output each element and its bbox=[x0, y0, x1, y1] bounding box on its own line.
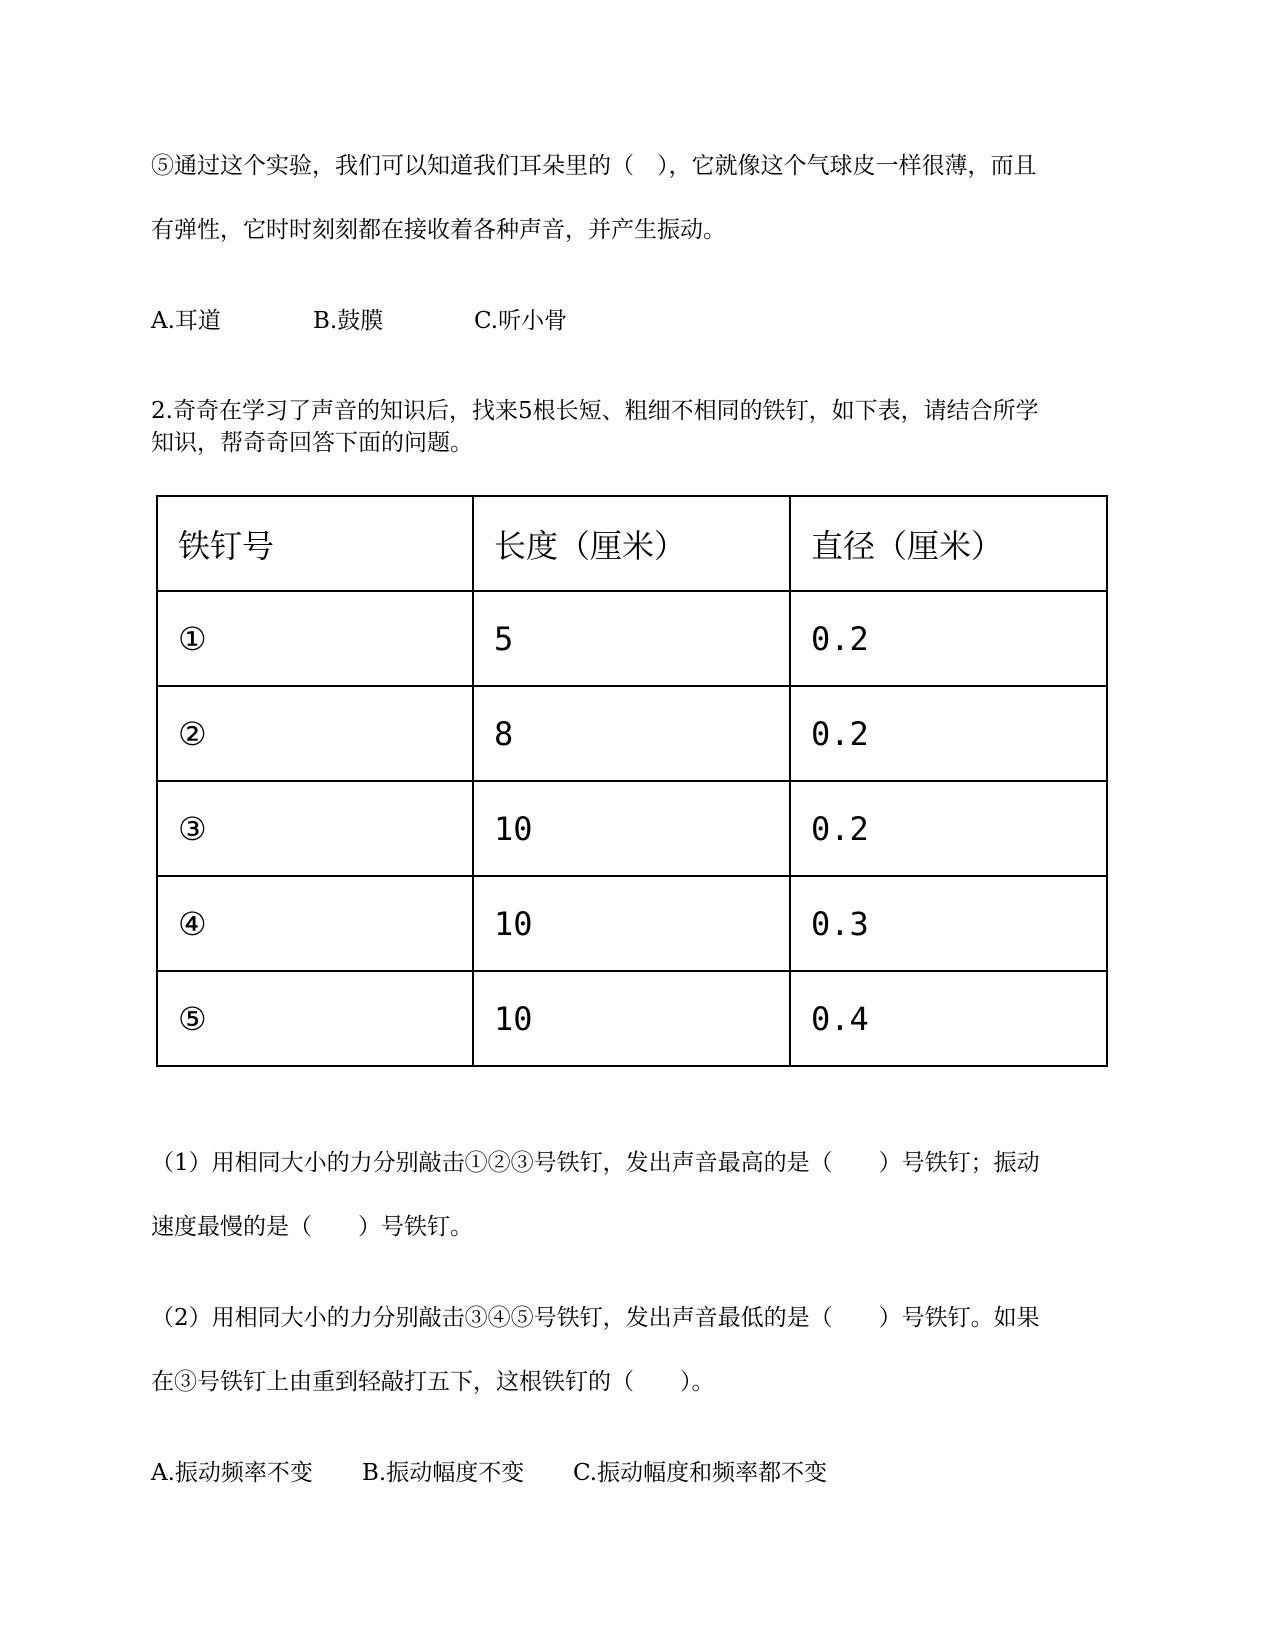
table-row bbox=[157, 686, 1107, 781]
question-2-intro-line-1: 2.奇奇在学习了声音的知识后，找来5根长短、粗细不相同的铁钉，如下表，请结合所学 bbox=[151, 398, 1039, 424]
sub-question-2-line-2: 在③号铁钉上由重到轻敲打五下，这根铁钉的（ ）。 bbox=[151, 1369, 715, 1395]
sub-question-1-line-2: 速度最慢的是（ ）号铁钉。 bbox=[151, 1214, 473, 1240]
cell-length: 10 bbox=[473, 971, 790, 1066]
cell-nail-number: ③ bbox=[157, 781, 473, 876]
question-5-line-1: ⑤通过这个实验，我们可以知道我们耳朵里的（ ），它就像这个气球皮一样很薄，而且 bbox=[151, 153, 1037, 179]
cell-nail-number: ② bbox=[157, 686, 473, 781]
nail-table bbox=[156, 495, 1108, 1067]
cell-nail-number: ④ bbox=[157, 876, 473, 971]
cell-diameter: 0.2 bbox=[790, 686, 1107, 781]
cell-diameter: 0.3 bbox=[790, 876, 1107, 971]
option-c: C.听小骨 bbox=[474, 308, 568, 334]
table-row bbox=[157, 971, 1107, 1066]
header-diameter: 直径（厘米） bbox=[790, 496, 1107, 591]
cell-diameter: 0.4 bbox=[790, 971, 1107, 1066]
table-header-row bbox=[157, 496, 1107, 591]
cell-nail-number: ① bbox=[157, 591, 473, 686]
option-b: B.鼓膜 bbox=[313, 308, 384, 334]
cell-length: 5 bbox=[473, 591, 790, 686]
sub2-option-c: C.振动幅度和频率都不变 bbox=[573, 1460, 828, 1486]
table-row bbox=[157, 781, 1107, 876]
cell-length: 10 bbox=[473, 876, 790, 971]
cell-length: 8 bbox=[473, 686, 790, 781]
header-nail-number: 铁钉号 bbox=[157, 496, 473, 591]
question-2-intro-line-2: 知识，帮奇奇回答下面的问题。 bbox=[151, 430, 473, 456]
cell-diameter: 0.2 bbox=[790, 591, 1107, 686]
header-length: 长度（厘米） bbox=[473, 496, 790, 591]
sub-question-1-line-1: （1）用相同大小的力分别敲击①②③号铁钉，发出声音最高的是（ ）号铁钉；振动 bbox=[151, 1150, 1040, 1176]
table-row bbox=[157, 876, 1107, 971]
option-a: A.耳道 bbox=[151, 308, 221, 334]
cell-length: 10 bbox=[473, 781, 790, 876]
cell-nail-number: ⑤ bbox=[157, 971, 473, 1066]
sub2-option-b: B.振动幅度不变 bbox=[362, 1460, 525, 1486]
sub2-option-a: A.振动频率不变 bbox=[151, 1460, 313, 1486]
table-row bbox=[157, 591, 1107, 686]
question-5-line-2: 有弹性，它时时刻刻都在接收着各种声音，并产生振动。 bbox=[151, 217, 726, 243]
sub-question-2-line-1: （2）用相同大小的力分别敲击③④⑤号铁钉，发出声音最低的是（ ）号铁钉。如果 bbox=[151, 1305, 1040, 1331]
cell-diameter: 0.2 bbox=[790, 781, 1107, 876]
